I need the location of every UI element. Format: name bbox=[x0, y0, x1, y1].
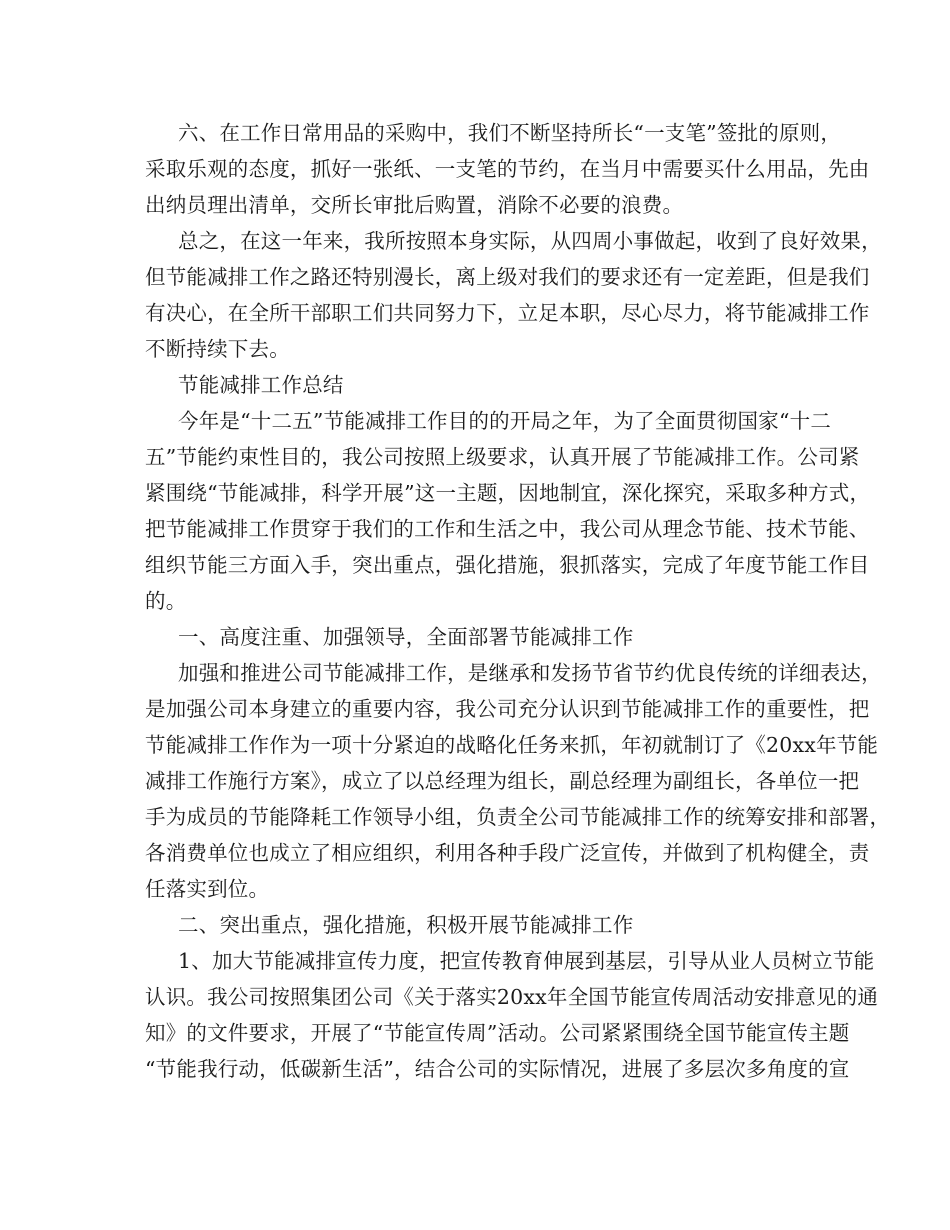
paragraph-line: 各消费单位也成立了相应组织，利用各种手段广泛宣传，并做到了机构健全，责 bbox=[145, 841, 870, 865]
paragraph-line: 总之，在这一年来，我所按照本身实际，从四周小事做起，收到了良好效果， bbox=[178, 229, 882, 253]
paragraph-line: 五”节能约束性目的，我公司按照上级要求，认真开展了节能减排工作。公司紧 bbox=[145, 445, 860, 469]
paragraph-line: 不断持续下去。 bbox=[145, 337, 290, 361]
section-title: 节能减排工作总结 bbox=[178, 373, 344, 397]
paragraph-line: 认识。我公司按照集团公司《关于落实20xx年全国节能宣传周活动安排意见的通 bbox=[145, 985, 879, 1009]
paragraph-line: 知》的文件要求，开展了“节能宣传周”活动。公司紧紧围绕全国节能宣传主题 bbox=[145, 1021, 850, 1045]
paragraph-line: 任落实到位。 bbox=[145, 877, 270, 901]
paragraph-line: 紧围绕“节能减排，科学开展”这一主题，因地制宜，深化探究，采取多种方式， bbox=[145, 481, 871, 505]
paragraph-line: 的。 bbox=[145, 589, 187, 613]
paragraph-line: 有决心，在全所干部职工们共同努力下，立足本职，尽心尽力，将节能减排工作 bbox=[145, 301, 870, 325]
paragraph-line: 手为成员的节能降耗工作领导小组，负责全公司节能减排工作的统筹安排和部署， bbox=[145, 805, 891, 829]
paragraph-line: “节能我行动，低碳新生活”，结合公司的实际情况，进展了多层次多角度的宣 bbox=[145, 1057, 850, 1081]
paragraph-line: 组织节能三方面入手，突出重点，强化措施，狠抓落实，完成了年度节能工作目 bbox=[145, 553, 870, 577]
section-heading: 一、高度注重、加强领导，全面部署节能减排工作 bbox=[178, 625, 634, 649]
paragraph-line: 采取乐观的态度，抓好一张纸、一支笔的节约，在当月中需要买什么用品，先由 bbox=[145, 157, 870, 181]
paragraph-line: 是加强公司本身建立的重要内容，我公司充分认识到节能减排工作的重要性，把 bbox=[145, 697, 870, 721]
section-heading: 二、突出重点，强化措施，积极开展节能减排工作 bbox=[178, 913, 634, 937]
paragraph-line: 六、在工作日常用品的采购中，我们不断坚持所长“一支笔”签批的原则， bbox=[178, 121, 842, 145]
paragraph-line: 节能减排工作作为一项十分紧迫的战略化任务来抓，年初就制订了《20xx年节能 bbox=[145, 733, 879, 757]
paragraph-line: 但节能减排工作之路还特别漫长，离上级对我们的要求还有一定差距，但是我们 bbox=[145, 265, 870, 289]
paragraph-line: 1、加大节能减排宣传力度，把宣传教育伸展到基层，引导从业人员树立节能 bbox=[178, 949, 875, 973]
paragraph-line: 今年是“十二五”节能减排工作目的的开局之年，为了全面贯彻国家“十二 bbox=[178, 409, 832, 433]
paragraph-line: 加强和推进公司节能减排工作，是继承和发扬节省节约优良传统的详细表达， bbox=[178, 661, 882, 685]
paragraph-line: 把节能减排工作贯穿于我们的工作和生活之中，我公司从理念节能、技术节能、 bbox=[145, 517, 870, 541]
paragraph-line: 减排工作施行方案》，成立了以总经理为组长，副总经理为副组长，各单位一把 bbox=[145, 769, 860, 793]
paragraph-line: 出纳员理出清单，交所长审批后购置，消除不必要的浪费。 bbox=[145, 193, 684, 217]
